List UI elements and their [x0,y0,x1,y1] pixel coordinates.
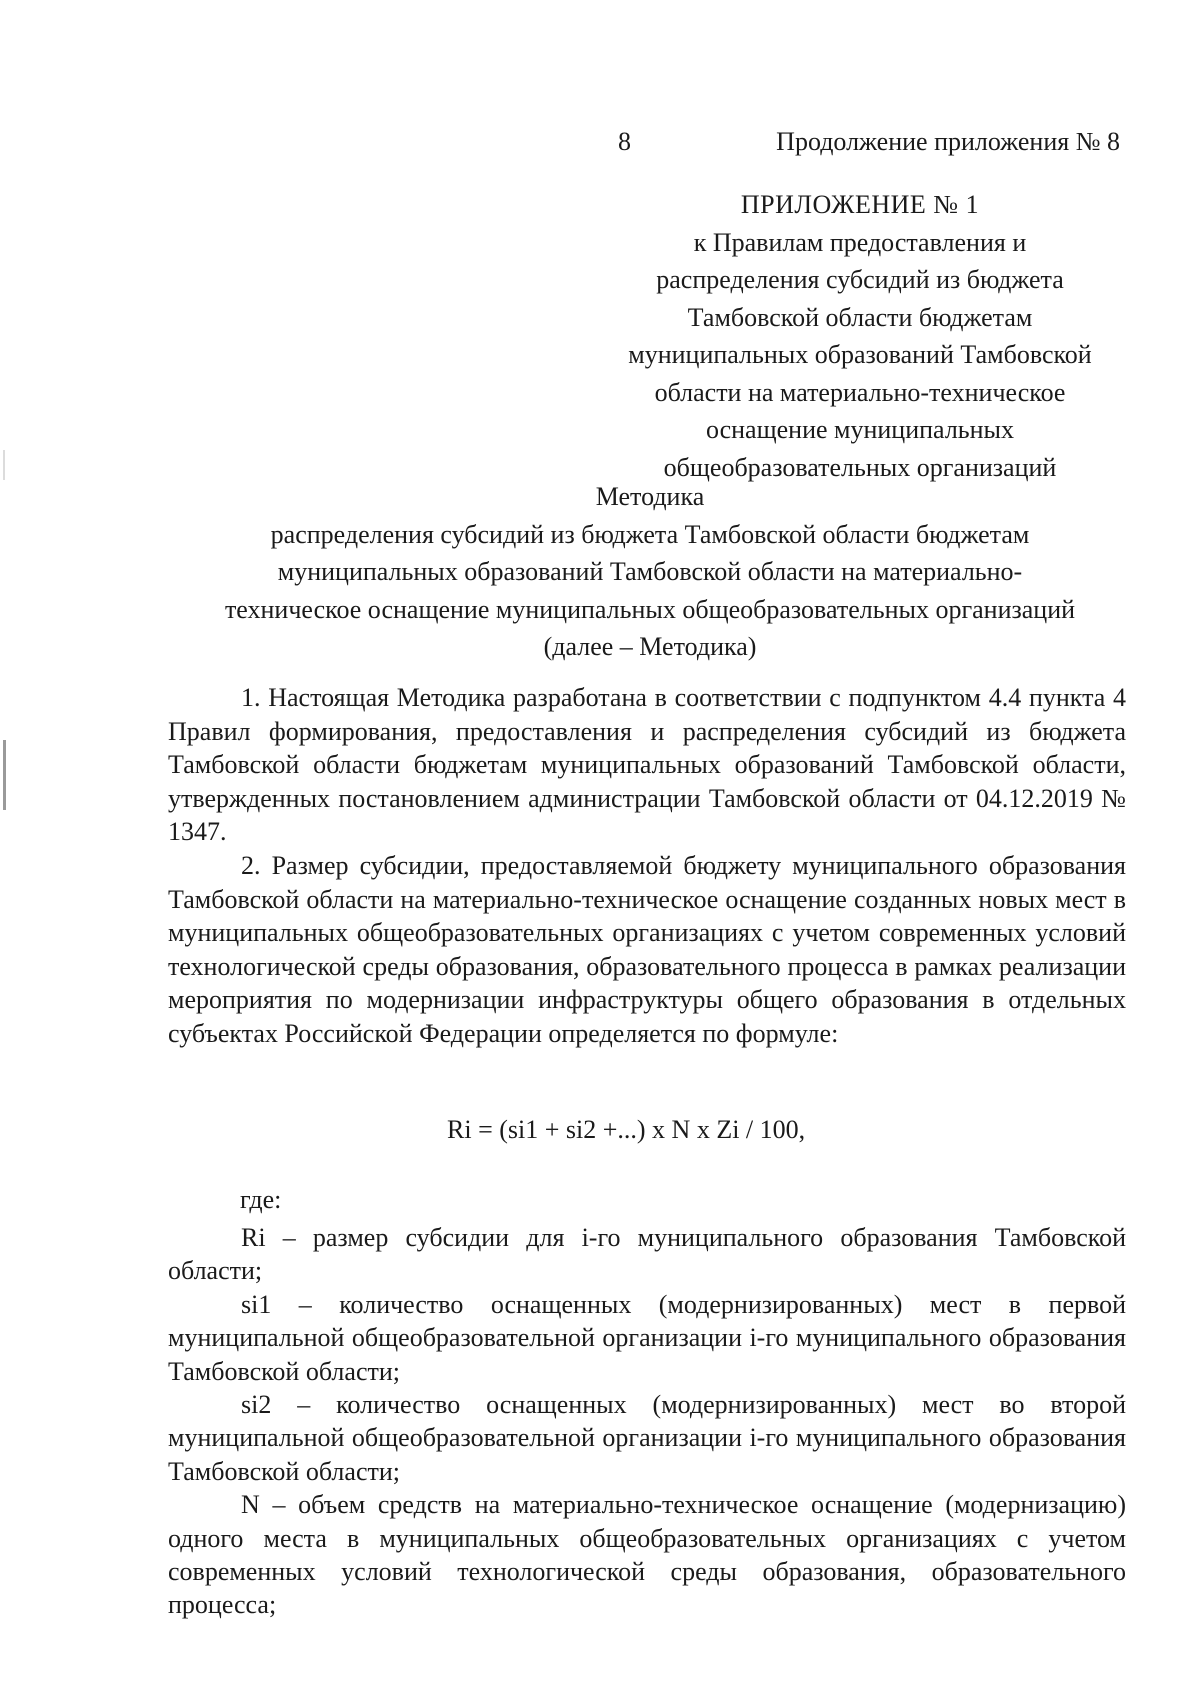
paragraph-2: 2. Размер субсидии, предоставляемой бюджету муниципального образования Тамбовской области на материально-техническое оснащение созданных новых мест в муниципальных общеобразовательных организациях с учетом современных условий технологической среды образования, образовательного процесса в рамках реализации мероприятия по модернизации инфраструктуры общего образования в отдельных субъектах Российской Федерации определяется по формуле: [168,850,1126,1048]
continuation-label: Продолжение приложения № 8 [776,127,1120,156]
appendix-line: к Правилам предоставления и [693,227,1027,257]
methodology-subtitle-line: техническое оснащение муниципальных общеобразовательных организаций [224,594,1076,624]
appendix-title: ПРИЛОЖЕНИЕ № 1 [740,190,980,219]
methodology-subtitle-line: (далее – Методика) [543,632,757,661]
definition-item: Ri – размер субсидии для i-го муниципального образования Тамбовской области; [168,1223,1126,1286]
appendix-line: области на материально-техническое [654,377,1066,407]
definitions-list [168,1221,1126,1622]
methodology-heading [170,478,1130,666]
appendix-line: оснащение муниципальных [705,415,1015,444]
definition-item: N – объем средств на материально-техническое оснащение (модернизацию) одного места в муниципальных общеобразовательных организациях с учетом современных условий технологической среды образования, образовательного процесса; [168,1490,1126,1620]
scan-mark-left-faint [3,450,5,480]
scan-mark-left [3,740,6,810]
page-header [600,127,1120,167]
methodology-title: Методика [595,482,705,511]
methodology-subtitle-line: муниципальных образований Тамбовской области на материально- [277,557,1023,586]
paragraph-1: 1. Настоящая Методика разработана в соответствии с подпунктом 4.4 пункта 4 Правил формирования, предоставления и распределения субсидий из бюджета Тамбовской области бюджетам муниципальных образований Тамбовской области, утвержденных постановлением администрации Тамбовской области от 04.12.2019 № 1347. [168,683,1126,847]
appendix-line: Тамбовской области бюджетам [687,302,1033,332]
methodology-subtitle-line: распределения субсидий из бюджета Тамбовской области бюджетам [270,519,1030,549]
appendix-line: муниципальных образований Тамбовской [628,340,1092,369]
body-paragraphs [168,681,1126,1051]
page-number: 8 [618,127,631,156]
where-label: где: [240,1185,282,1214]
appendix-line: общеобразовательных организаций [663,452,1057,482]
formula: Ri = (si1 + si2 +...) х N х Zi / 100, [447,1115,806,1144]
definition-item: si2 – количество оснащенных (модернизированных) мест во второй муниципальной общеобразовательной организации i-го муниципального образования Тамбовской области; [168,1390,1126,1486]
appendix-heading [590,186,1130,486]
definition-item: si1 – количество оснащенных (модернизированных) мест в первой муниципальной общеобразовательной организации i-го муниципального образования Тамбовской области; [168,1289,1126,1386]
appendix-line: распределения субсидий из бюджета [656,265,1064,294]
